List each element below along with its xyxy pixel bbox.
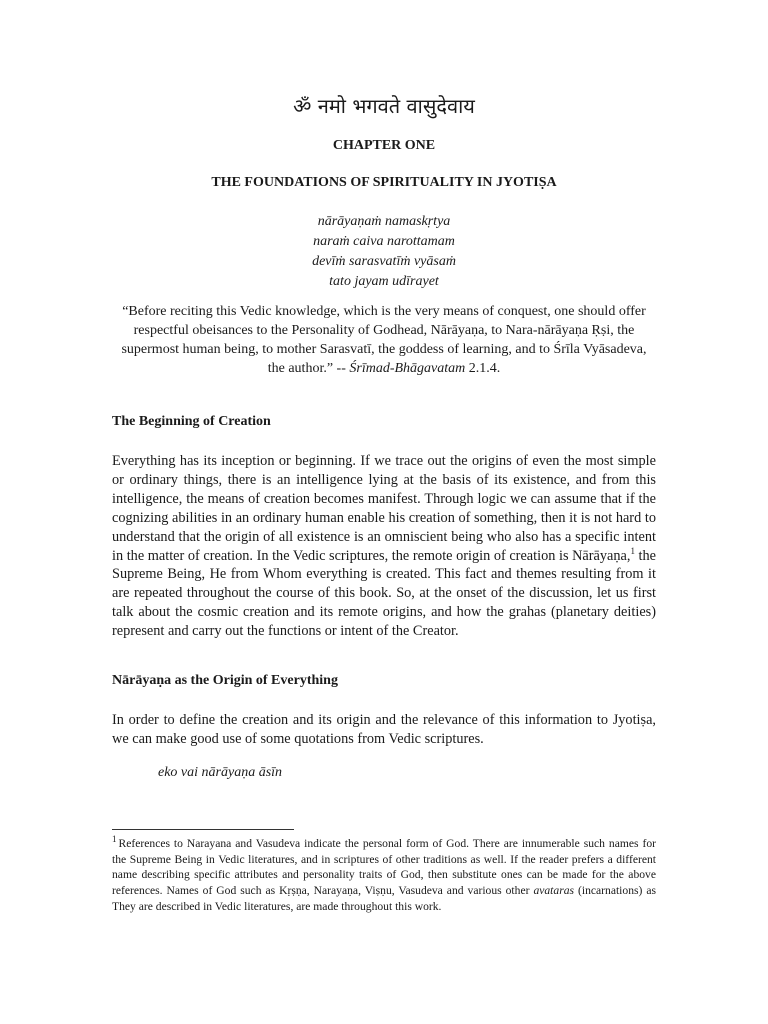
sanskrit-quotation: eko vai nārāyaṇa āsīn bbox=[158, 765, 283, 780]
quote-text: “Before reciting this Vedic knowledge, which is the very means of conquest, one should offer respectful obeisances to the Personality of Godhead, Nārāyaṇa, to Nara-nārāyaṇa Ṛṣi, the supermost human being, to mother Sarasvatī, the goddess of learning, and to Śrīla Vyāsadeva, the author.” -- bbox=[121, 304, 647, 376]
chapter-title: THE FOUNDATIONS OF SPIRITUALITY IN JYOTIṢA bbox=[211, 175, 557, 190]
verse-line: devīṁ sarasvatīṁ vyāsaṁ bbox=[312, 254, 456, 269]
body-paragraph: In order to define the creation and its origin and the relevance of this information to Jyotiṣa, we can make good use of some quotations from Vedic scriptures. bbox=[112, 712, 656, 747]
body-paragraph bbox=[112, 452, 656, 641]
quote-source-title: Śrīmad-Bhāgavatam bbox=[349, 361, 466, 376]
section-heading: The Beginning of Creation bbox=[112, 414, 271, 429]
footnote-italic: avataras bbox=[533, 884, 575, 898]
footnote-number: 1 bbox=[112, 834, 117, 845]
paragraph-text: Everything has its inception or beginning. If we trace out the origins of even the most simple or ordinary things, there is an intelligence lying at the basis of its existence, and from this intelligence, the means of creation becomes manifest. Through logic we can assume that if the cognizing abilities in an ordinary human enable his creation of something, then it is not hard to understand that the origin of all existence is an omniscient being who also has a specific intent in the matter of creation. In the Vedic scriptures, the remote origin of creation is Nārāyaṇa, bbox=[112, 453, 656, 564]
verse-line: tato jayam udīrayet bbox=[329, 274, 439, 289]
footnote-marker: 1 bbox=[630, 545, 635, 556]
chapter-label: CHAPTER ONE bbox=[332, 138, 436, 153]
section-heading: Nārāyaṇa as the Origin of Everything bbox=[112, 673, 338, 688]
verse-translation bbox=[112, 302, 656, 378]
footnote-divider bbox=[112, 829, 294, 830]
quote-source-ref: 2.1.4. bbox=[465, 361, 501, 376]
verse-line: nārāyaṇaṁ namaskṛtya bbox=[317, 214, 451, 229]
footnote-text: References to Narayana and Vasudeva indicate the personal form of God. There are innumerable such names for the Supreme Being in Vedic literatures, and in scriptures of other traditions as well. If the reader prefers a different name describing specific attributes and personality traits of God, then substitute ones can be made for the above references. Names of God such as Kṛṣṇa, Narayaṇa, Viṣṇu, Vasudeva and various other bbox=[112, 837, 656, 898]
sanskrit-verse bbox=[0, 212, 768, 292]
footnote bbox=[112, 836, 656, 915]
verse-line: naraṁ caiva narottamam bbox=[313, 234, 455, 249]
paragraph-text: the Supreme Being, He from Whom everything is created. This fact and themes resulting from it are repeated throughout the course of this book. So, at the onset of the discussion, let us first talk about the cosmic creation and its remote origins, and how the grahas (planetary deities) represent and carry out the functions or intent of the Creator. bbox=[112, 547, 656, 640]
devanagari-invocation: ॐ नमो भगवते वासुदेवाय bbox=[293, 94, 475, 118]
footnote-text: (incarnations) as They are described in Vedic literatures, are made throughout this work. bbox=[112, 884, 657, 913]
